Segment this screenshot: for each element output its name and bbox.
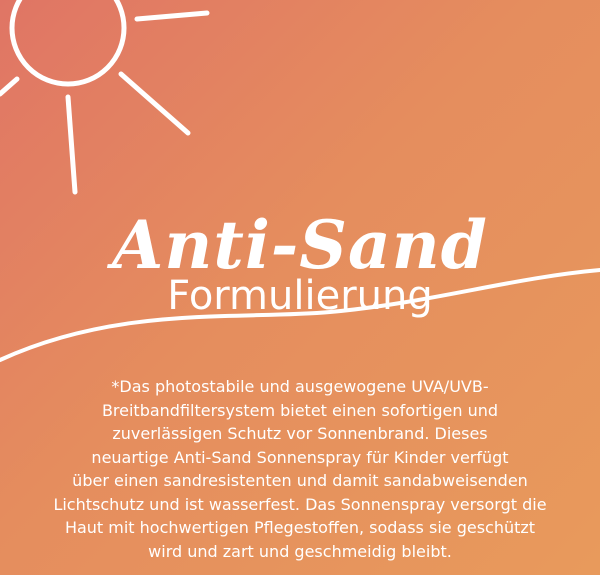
- description-line: Lichtschutz und ist wasserfest. Das Sonnenspray versorgt die: [53, 494, 547, 514]
- description-line: Haut mit hochwertigen Pflegestoffen, sodass sie geschützt: [64, 518, 536, 537]
- sun-icon: [0, 0, 260, 200]
- headline: Anti-Sand: [112, 206, 488, 285]
- description-paragraph: [20, 375, 580, 563]
- subheadline: Formulierung: [167, 273, 433, 319]
- description-line: Breitbandfiltersystem bietet einen sofortigen und: [101, 400, 499, 420]
- description-line: über einen sandresistenten und damit sandabweisenden: [72, 471, 528, 490]
- description-line: neuartige Anti-Sand Sonnenspray für Kinder verfügt: [91, 447, 509, 467]
- description-line: wird und zart und geschmeidig bleibt.: [148, 541, 452, 561]
- description-line: *Das photostabile und ausgewogene UVA/UVB-: [111, 377, 489, 396]
- description-line: zuverlässigen Schutz vor Sonnenbrand. Dieses: [112, 424, 488, 443]
